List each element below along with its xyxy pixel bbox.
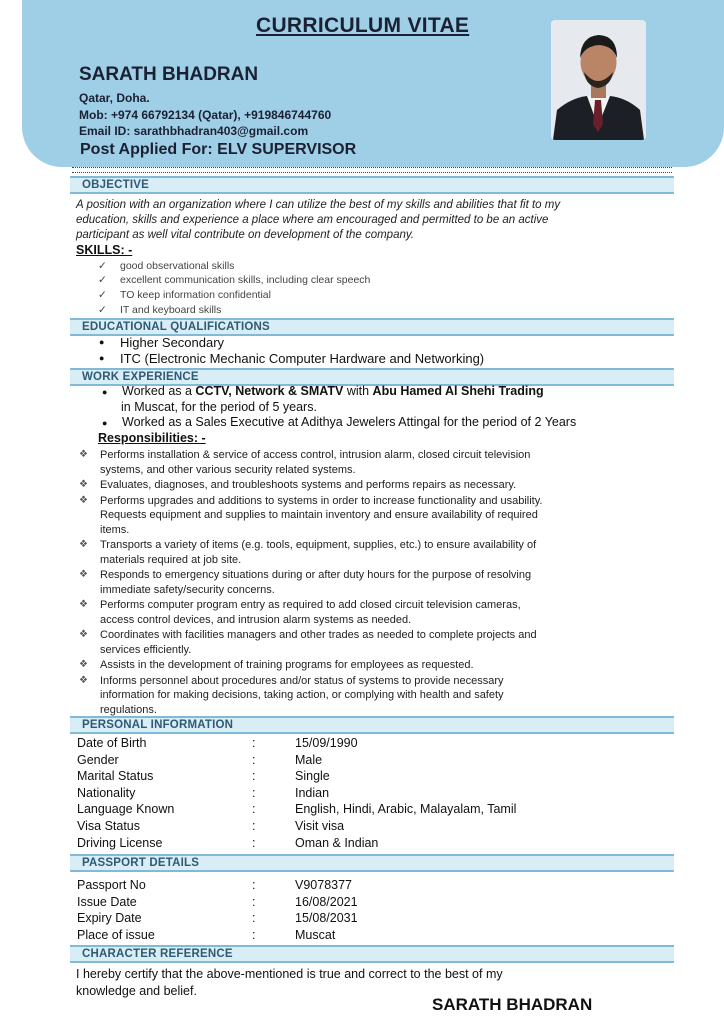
responsibility-item: [79, 674, 655, 718]
field-value: Visit visa: [295, 819, 345, 833]
objective-line-3: participant as well vital contribute on development of the company.: [76, 229, 414, 241]
field-label: Passport No: [77, 878, 146, 892]
diamond-bullet-icon: ❖: [79, 539, 88, 550]
field-label: Gender: [77, 752, 119, 767]
bullet-icon: ●: [102, 387, 108, 397]
responsibility-line: systems, and other various security related systems.: [100, 463, 356, 476]
skills-heading: SKILLS: -: [76, 243, 133, 257]
check-icon: ✓: [98, 304, 107, 316]
personal-row: [77, 769, 637, 785]
check-icon: ✓: [98, 274, 107, 286]
reference-line-2: knowledge and belief.: [76, 984, 197, 998]
responsibility-item: [79, 568, 655, 597]
character-reference-heading: CHARACTER REFERENCE: [70, 945, 674, 963]
bullet-icon: ●: [102, 418, 108, 428]
responsibility-item: [79, 494, 655, 538]
signature-name: SARATH BHADRAN: [432, 995, 593, 1014]
responsibility-line: Coordinates with facilities managers and other trades as needed to complete projects and: [100, 629, 537, 641]
passport-row: [77, 928, 637, 944]
passport-details-heading: PASSPORT DETAILS: [70, 854, 674, 872]
field-value: Single: [295, 769, 330, 784]
job-1-role: CCTV, Network & SMATV: [195, 384, 344, 398]
responsibility-item: [79, 478, 655, 493]
responsibility-line: Performs upgrades and additions to systems in order to increase functionality and usability.: [100, 494, 543, 507]
passport-row: [77, 911, 637, 927]
field-value: Male: [295, 752, 323, 767]
passport-row: [77, 895, 637, 911]
field-value: 15/08/2031: [295, 911, 358, 926]
field-separator: :: [252, 769, 256, 784]
field-value: Oman & Indian: [295, 835, 379, 850]
skill-item: IT and keyboard skills: [120, 304, 222, 316]
field-separator: :: [252, 819, 256, 833]
bullet-icon: ●: [99, 353, 105, 363]
personal-information-heading: PERSONAL INFORMATION: [70, 716, 674, 734]
responsibility-line: information for making decisions, taking action, or complying with health and safety: [100, 689, 504, 701]
personal-row: [77, 836, 637, 852]
field-separator: :: [252, 878, 256, 892]
field-separator: :: [252, 911, 256, 926]
field-value: 15/09/1990: [295, 736, 358, 750]
responsibility-line: Informs personnel about procedures and/or status of systems to provide necessary: [100, 674, 504, 687]
field-label: Nationality: [77, 785, 136, 800]
responsibility-line: items.: [100, 523, 130, 536]
field-separator: :: [252, 785, 256, 800]
field-label: Language Known: [77, 802, 175, 817]
check-icon: ✓: [98, 289, 107, 301]
field-value: V9078377: [295, 878, 353, 892]
education-item: ITC (Electronic Mechanic Computer Hardware and Networking): [120, 351, 485, 366]
responsibility-line: materials required at job site.: [100, 553, 242, 566]
personal-row: [77, 736, 637, 752]
location: Qatar, Doha.: [79, 91, 150, 105]
header-divider: [72, 167, 672, 173]
responsibility-line: Responds to emergency situations during or after duty hours for the purpose of resolving: [100, 569, 532, 581]
responsibility-line: Requests equipment and supplies to maintain inventory and ensure availability of required: [100, 509, 538, 521]
responsibility-line: Transports a variety of items (e.g. tools, equipment, supplies, etc.) to ensure availability of: [100, 539, 537, 551]
responsibility-line: access control devices, and intrusion alarm systems as needed.: [100, 613, 412, 626]
field-separator: :: [252, 927, 256, 942]
diamond-bullet-icon: ❖: [79, 629, 88, 640]
responsibility-line: Assists in the development of training programs for employees as requested.: [100, 659, 474, 671]
field-label: Driving License: [77, 835, 163, 850]
job-1-mid: with: [343, 384, 373, 398]
field-label: Marital Status: [77, 769, 154, 784]
diamond-bullet-icon: ❖: [79, 494, 88, 506]
education-item: Higher Secondary: [120, 335, 225, 350]
field-label: Date of Birth: [77, 736, 147, 750]
responsibility-item: [79, 538, 655, 567]
responsibilities-heading: Responsibilities: -: [98, 431, 206, 445]
document-title: CURRICULUM VITAE: [256, 14, 470, 37]
responsibility-item: [79, 658, 655, 673]
personal-row: [77, 753, 637, 769]
responsibility-line: regulations.: [100, 703, 157, 716]
passport-row: [77, 878, 637, 894]
personal-row: [77, 786, 637, 802]
work-experience-heading: WORK EXPERIENCE: [70, 368, 674, 386]
post-applied: Post Applied For: ELV SUPERVISOR: [80, 141, 357, 158]
responsibility-line: Evaluates, diagnoses, and troubleshoots systems and performs repairs as necessary.: [100, 479, 517, 491]
personal-row: [77, 802, 637, 818]
objective-line-2: education, skills and experience a place where am encouraged and permitted to be an active: [76, 214, 549, 226]
skill-item: excellent communication skills, including clear speech: [120, 274, 371, 286]
field-separator: :: [252, 736, 256, 750]
objective-heading: OBJECTIVE: [70, 176, 674, 194]
skill-item: good observational skills: [120, 260, 235, 272]
field-label: Visa Status: [77, 819, 141, 833]
bullet-icon: ●: [99, 337, 105, 347]
responsibility-line: Performs installation & service of access control, intrusion alarm, closed circuit television: [100, 449, 531, 461]
field-value: Muscat: [295, 927, 336, 942]
email: Email ID: sarathbhadran403@gmail.com: [79, 124, 309, 138]
responsibility-item: [79, 628, 655, 657]
check-icon: ✓: [98, 260, 107, 272]
field-value: Indian: [295, 785, 330, 800]
job-1-company: Abu Hamed Al Shehi Trading: [372, 384, 544, 398]
field-value: English, Hindi, Arabic, Malayalam, Tamil: [295, 802, 517, 817]
responsibility-line: immediate safety/security concerns.: [100, 583, 275, 596]
personal-row: [77, 819, 637, 835]
objective-line-1: A position with an organization where I can utilize the best of my skills and abilities that fit to my: [76, 199, 561, 211]
field-label: Issue Date: [77, 894, 137, 909]
field-label: Expiry Date: [77, 911, 142, 926]
responsibility-line: services efficiently.: [100, 643, 192, 656]
responsibility-item: [79, 448, 655, 477]
field-separator: :: [252, 802, 256, 817]
job-1: [122, 384, 544, 398]
education-heading: EDUCATIONAL QUALIFICATIONS: [70, 318, 674, 336]
field-label: Place of issue: [77, 927, 155, 942]
mobile-numbers: Mob: +974 66792134 (Qatar), +919846744760: [79, 108, 332, 122]
diamond-bullet-icon: ❖: [79, 674, 88, 686]
job-1-period: in Muscat, for the period of 5 years.: [121, 400, 317, 414]
diamond-bullet-icon: ❖: [79, 449, 88, 460]
field-separator: :: [252, 752, 256, 767]
field-separator: :: [252, 894, 256, 909]
diamond-bullet-icon: ❖: [79, 569, 88, 580]
field-value: 16/08/2021: [295, 894, 358, 909]
diamond-bullet-icon: ❖: [79, 659, 88, 670]
diamond-bullet-icon: ❖: [79, 479, 88, 490]
job-1-prefix: Worked as a: [122, 384, 196, 398]
diamond-bullet-icon: ❖: [79, 599, 88, 610]
responsibility-line: Performs computer program entry as required to add closed circuit television cameras,: [100, 599, 521, 611]
profile-photo: [551, 20, 646, 140]
job-2: Worked as a Sales Executive at Adithya Jewelers Attingal for the period of 2 Years: [122, 415, 577, 429]
skill-item: TO keep information confidential: [120, 289, 271, 301]
candidate-name: SARATH BHADRAN: [79, 64, 259, 85]
field-separator: :: [252, 835, 256, 850]
reference-line-1: I hereby certify that the above-mentioned is true and correct to the best of my: [76, 967, 503, 981]
responsibility-item: [79, 598, 655, 627]
